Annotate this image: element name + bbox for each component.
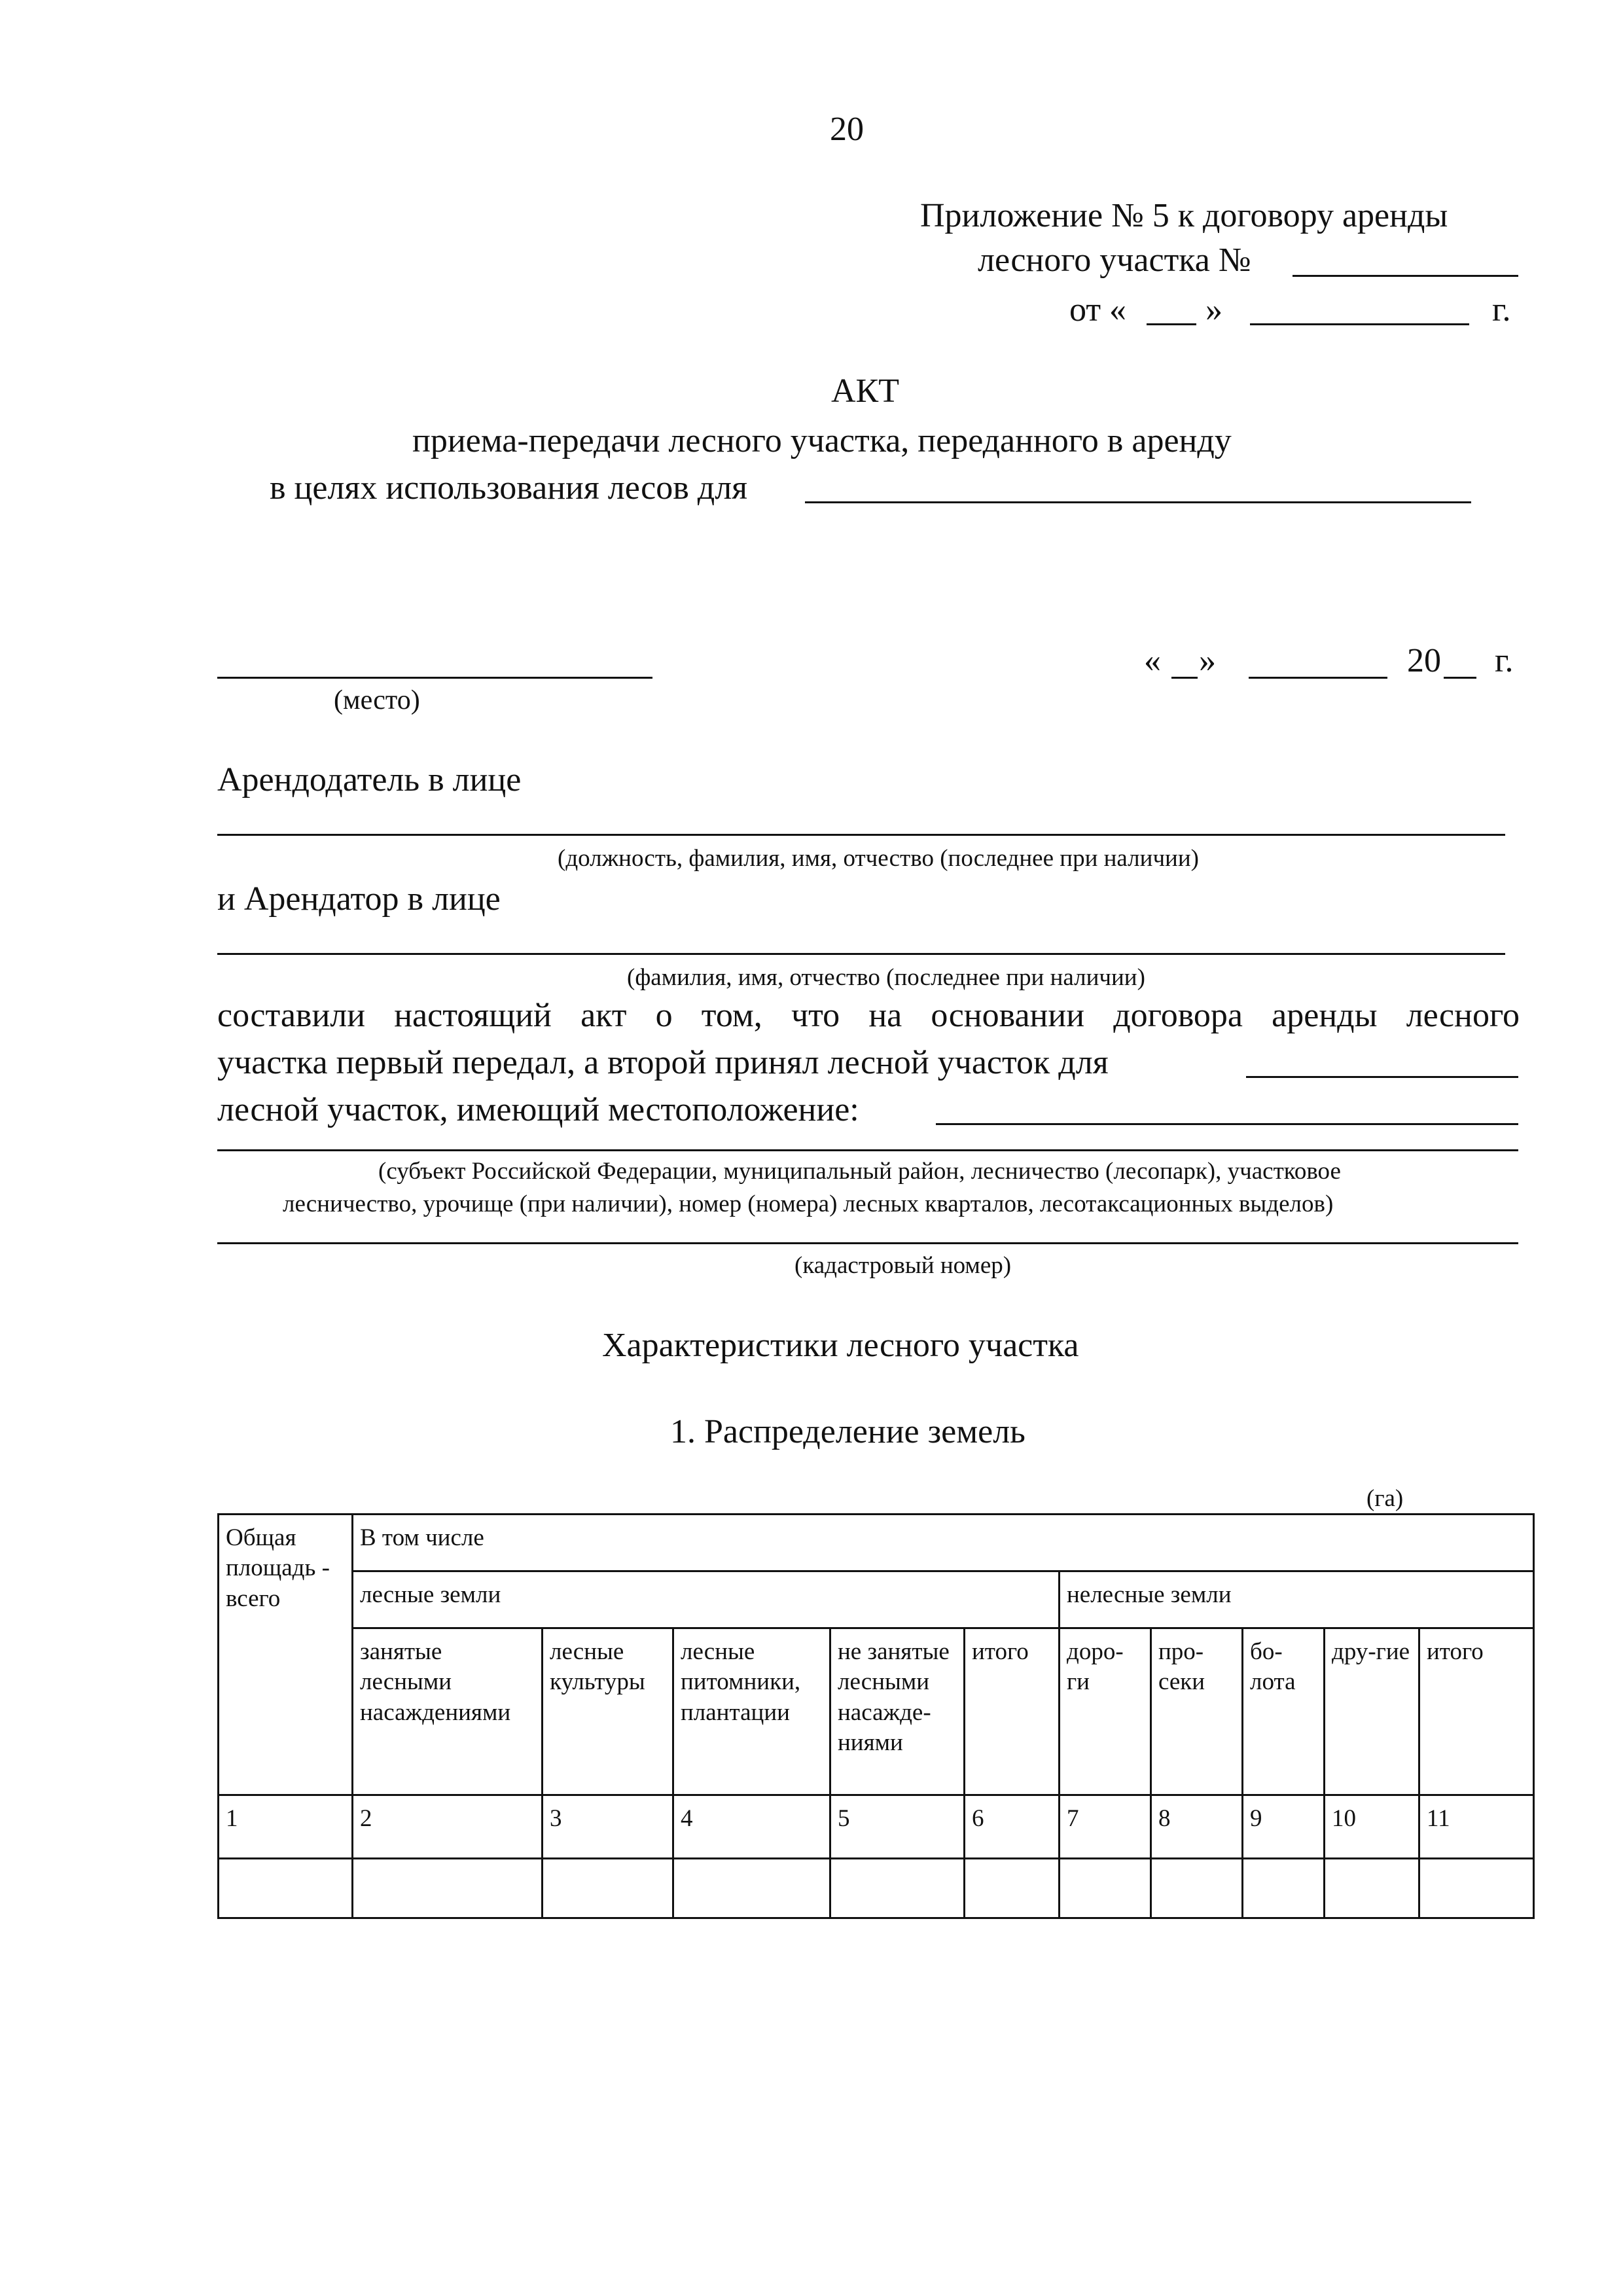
lessor-caption: (должность, фамилия, имя, отчество (последнее при наличии) (558, 845, 1199, 872)
header-forest-lands: лесные земли (353, 1571, 1060, 1628)
date-close-quote: » (1199, 642, 1216, 679)
empty-cell (830, 1859, 965, 1918)
appendix-date-open: от « (1069, 291, 1127, 329)
header-col-7: доро-ги (1060, 1628, 1151, 1795)
header-col-9: бо-лота (1243, 1628, 1325, 1795)
empty-cell (219, 1859, 353, 1918)
col-number: 5 (830, 1795, 965, 1859)
empty-cell (543, 1859, 673, 1918)
col-number: 1 (219, 1795, 353, 1859)
location-caption-1: (субъект Российской Федерации, муниципальный район, лесничество (лесопарк), участковое (378, 1158, 1341, 1185)
appendix-date-mid: » (1205, 291, 1222, 329)
appendix-day-blank (1147, 323, 1196, 325)
header-col-8: про-секи (1151, 1628, 1243, 1795)
header-col-2: занятые лесными насаждениями (353, 1628, 543, 1795)
section-subheading: 1. Распределение земель (670, 1413, 1026, 1450)
header-col-6: итого (965, 1628, 1060, 1795)
appendix-date-year: г. (1492, 291, 1511, 329)
lessee-caption: (фамилия, имя, отчество (последнее при наличии) (627, 964, 1145, 991)
place-blank (217, 677, 652, 679)
col-number: 4 (673, 1795, 830, 1859)
empty-cell (353, 1859, 543, 1918)
header-total-area: Общая площадь - всего (219, 1515, 353, 1795)
header-col-3: лесные культуры (543, 1628, 673, 1795)
appendix-month-blank (1250, 323, 1469, 325)
col-number: 6 (965, 1795, 1060, 1859)
cadastral-blank (217, 1242, 1518, 1244)
purpose-blank (805, 501, 1471, 503)
cadastral-caption: (кадастровый номер) (794, 1252, 1012, 1279)
location-caption-2: лесничество, урочище (при наличии), номер (номера) лесных кварталов, лесотаксационных выделов) (283, 1191, 1334, 1217)
header-col-4: лесные питомники, плантации (673, 1628, 830, 1795)
header-including: В том числе (353, 1515, 1534, 1571)
date-year-suffix: г. (1495, 642, 1514, 679)
page-number: 20 (830, 111, 864, 148)
date-open-quote: « (1144, 642, 1161, 679)
header-col-11: итого (1419, 1628, 1534, 1795)
appendix-line-1: Приложение № 5 к договору аренды (920, 197, 1448, 234)
date-day-blank (1171, 677, 1198, 679)
header-nonforest-lands: нелесные земли (1060, 1571, 1534, 1628)
col-number: 9 (1243, 1795, 1325, 1859)
contract-number-blank (1293, 275, 1518, 277)
body-line-2: участка первый передал, а второй принял лесной участок для (217, 1044, 1109, 1081)
location-blank-2 (217, 1149, 1518, 1151)
unit-label: (га) (1366, 1485, 1404, 1512)
lessor-label: Арендодатель в лице (217, 761, 522, 798)
act-subtitle-2: в целях использования лесов для (270, 469, 748, 507)
appendix-line-2: лесного участка № (978, 242, 1251, 279)
empty-cell (1243, 1859, 1325, 1918)
act-subtitle-1: приема-передачи лесного участка, переданного в аренду (412, 422, 1232, 459)
col-number: 11 (1419, 1795, 1534, 1859)
body-line-1: составили настоящий акт о том, что на основании договора аренды лесного (217, 997, 1520, 1034)
place-caption: (место) (334, 685, 420, 715)
location-blank (936, 1123, 1518, 1125)
empty-cell (1151, 1859, 1243, 1918)
empty-cell (1419, 1859, 1534, 1918)
col-number: 3 (543, 1795, 673, 1859)
empty-cell (1060, 1859, 1151, 1918)
header-col-5: не занятые лесными насажде-ниями (830, 1628, 965, 1795)
act-title: АКТ (831, 372, 899, 410)
col-number: 7 (1060, 1795, 1151, 1859)
section-heading: Характеристики лесного участка (602, 1327, 1079, 1364)
body-line-3: лесной участок, имеющий местоположение: (217, 1091, 859, 1128)
empty-cell (965, 1859, 1060, 1918)
empty-cell (1325, 1859, 1419, 1918)
land-distribution-table (217, 1513, 1535, 1919)
lessee-label: и Арендатор в лице (217, 880, 501, 918)
date-year-blank (1444, 677, 1476, 679)
col-number: 10 (1325, 1795, 1419, 1859)
date-month-blank (1249, 677, 1387, 679)
header-col-10: дру-гие (1325, 1628, 1419, 1795)
col-number: 2 (353, 1795, 543, 1859)
lessor-blank (217, 834, 1505, 836)
purpose-blank-2 (1246, 1076, 1518, 1078)
lessee-blank (217, 953, 1505, 955)
empty-cell (673, 1859, 830, 1918)
date-year-prefix: 20 (1407, 642, 1441, 679)
col-number: 8 (1151, 1795, 1243, 1859)
